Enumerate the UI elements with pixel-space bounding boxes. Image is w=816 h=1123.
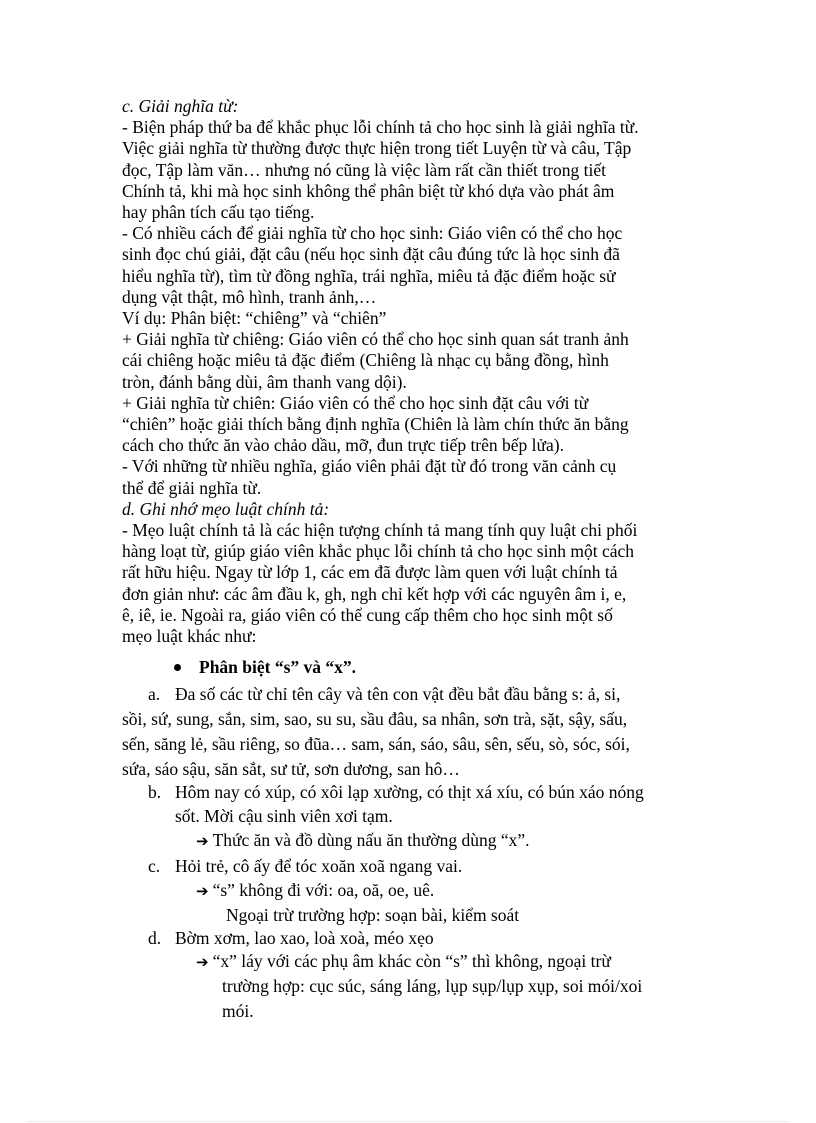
item-c-note-text: “s” không đi với: oa, oă, oe, uê.	[212, 880, 435, 900]
section-c-line: thể để giải nghĩa từ.	[122, 477, 262, 498]
item-b-marker: b.	[148, 782, 162, 802]
section-c-line: dụng vật thật, mô hình, tranh ảnh,…	[122, 286, 377, 307]
section-d-line: rất hữu hiệu. Ngay từ lớp 1, các em đã được làm quen với luật chính tả	[122, 562, 618, 583]
section-d-heading: d. Ghi nhớ mẹo luật chính tả:	[122, 498, 330, 519]
item-a-marker: a.	[148, 684, 161, 704]
item-a-line: Đa số các từ chỉ tên cây và tên con vật đều bắt đầu bằng s: ả, si,	[175, 684, 621, 704]
bullet-icon	[174, 664, 181, 671]
section-c-line: hiểu nghĩa từ), tìm từ đồng nghĩa, trái nghĩa, miêu tả đặc điểm hoặc sử	[122, 265, 616, 286]
section-c-line: - Có nhiều cách để giải nghĩa từ cho học sinh: Giáo viên có thể cho học	[122, 223, 623, 244]
section-c-line: Ví dụ: Phân biệt: “chiêng” và “chiên”	[122, 308, 387, 329]
section-d-line: đơn giản như: các âm đầu k, gh, ngh chỉ kết hợp với các nguyên âm i, e,	[122, 583, 627, 604]
section-c-line: tròn, đánh bằng dùi, âm thanh vang dội).	[122, 371, 407, 392]
item-b-line: sốt. Mời cậu sinh viên xơi tạm.	[175, 806, 393, 826]
section-c-heading: c. Giải nghĩa từ:	[122, 96, 239, 116]
item-d-marker: d.	[148, 928, 162, 948]
right-arrow-icon: ➔	[196, 882, 209, 900]
right-arrow-icon: ➔	[196, 832, 209, 850]
item-b-line: Hôm nay có xúp, có xôi lạp xường, có thịt xá xíu, có bún xáo nóng	[175, 782, 644, 802]
section-c-line: hay phân tích cấu tạo tiếng.	[122, 202, 315, 223]
item-a-line: sến, săng lẻ, sầu riêng, so đũa… sam, sán, sáo, sâu, sên, sếu, sò, sóc, sói,	[122, 734, 630, 754]
item-c-note	[196, 880, 434, 901]
item-d-note	[196, 951, 611, 972]
item-a-line: sứa, sáo sậu, săn sắt, sư tử, sơn dương, san hô…	[122, 759, 460, 779]
section-c-line: + Giải nghĩa từ chiên: Giáo viên có thể cho học sinh đặt câu với từ	[122, 392, 589, 413]
section-c-line: cách cho thức ăn vào chảo dầu, mỡ, đun trực tiếp trên bếp lửa).	[122, 435, 564, 456]
item-d-line: Bờm xơm, lao xao, loà xoà, méo xẹo	[175, 928, 434, 948]
section-c-line: cái chiêng hoặc miêu tả đặc điểm (Chiêng là nhạc cụ bằng đồng, hình	[122, 350, 609, 371]
item-c-line: Hỏi trẻ, cô ấy để tóc xoăn xoã ngang vai.	[175, 856, 463, 876]
item-a-line: sồi, sứ, sung, sắn, sim, sao, su su, sầu đâu, sa nhân, sơn trà, sặt, sậy, sấu,	[122, 709, 628, 729]
section-c-line: Việc giải nghĩa từ thường được thực hiện trong tiết Luyện từ và câu, Tập	[122, 138, 632, 159]
item-c-note2: Ngoại trừ trường hợp: soạn bài, kiểm soát	[226, 905, 520, 925]
page-bottom-divider	[28, 1121, 788, 1122]
section-c-line: - Với những từ nhiều nghĩa, giáo viên phải đặt từ đó trong văn cảnh cụ	[122, 456, 617, 477]
section-d-line: mẹo luật khác như:	[122, 626, 257, 647]
item-b-note	[196, 830, 529, 851]
section-d-line: ê, iê, ie. Ngoài ra, giáo viên có thể cung cấp thêm cho học sinh một số	[122, 604, 613, 625]
bullet-heading	[174, 657, 356, 678]
section-d-line: hàng loạt từ, giúp giáo viên khắc phục lỗi chính tả cho học sinh một cách	[122, 541, 634, 562]
section-c-line: sinh đọc chú giải, đặt câu (nếu học sinh đặt câu đúng tức là học sinh đã	[122, 244, 620, 265]
section-c-line: + Giải nghĩa từ chiêng: Giáo viên có thể cho học sinh quan sát tranh ảnh	[122, 329, 629, 350]
bullet-label: Phân biệt “s” và “x”.	[199, 657, 357, 677]
section-d-line: - Mẹo luật chính tả là các hiện tượng chính tả mang tính quy luật chi phối	[122, 520, 638, 541]
section-c-line: “chiên” hoặc giải thích bằng định nghĩa (Chiên là làm chín thức ăn bằng	[122, 414, 629, 435]
item-d-note-line: mói.	[222, 1001, 254, 1021]
item-b-note-text: Thức ăn và đồ dùng nấu ăn thường dùng “x”.	[212, 830, 530, 850]
item-c-marker: c.	[148, 856, 161, 876]
item-d-note-line: trường hợp: cục súc, sáng láng, lụp sụp/lụp xụp, soi mói/xoi	[222, 976, 643, 996]
right-arrow-icon: ➔	[196, 953, 209, 971]
section-c	[122, 96, 692, 647]
section-c-line: đọc, Tập làm văn… nhưng nó cũng là việc làm rất cần thiết trong tiết	[122, 159, 606, 180]
section-c-line: Chính tả, khi mà học sinh không thể phân biệt từ khó dựa vào phát âm	[122, 180, 615, 201]
item-d-note-text: “x” láy với các phụ âm khác còn “s” thì không, ngoại trừ	[212, 951, 611, 971]
section-c-line: - Biện pháp thứ ba để khắc phục lỗi chính tả cho học sinh là giải nghĩa từ.	[122, 117, 639, 138]
